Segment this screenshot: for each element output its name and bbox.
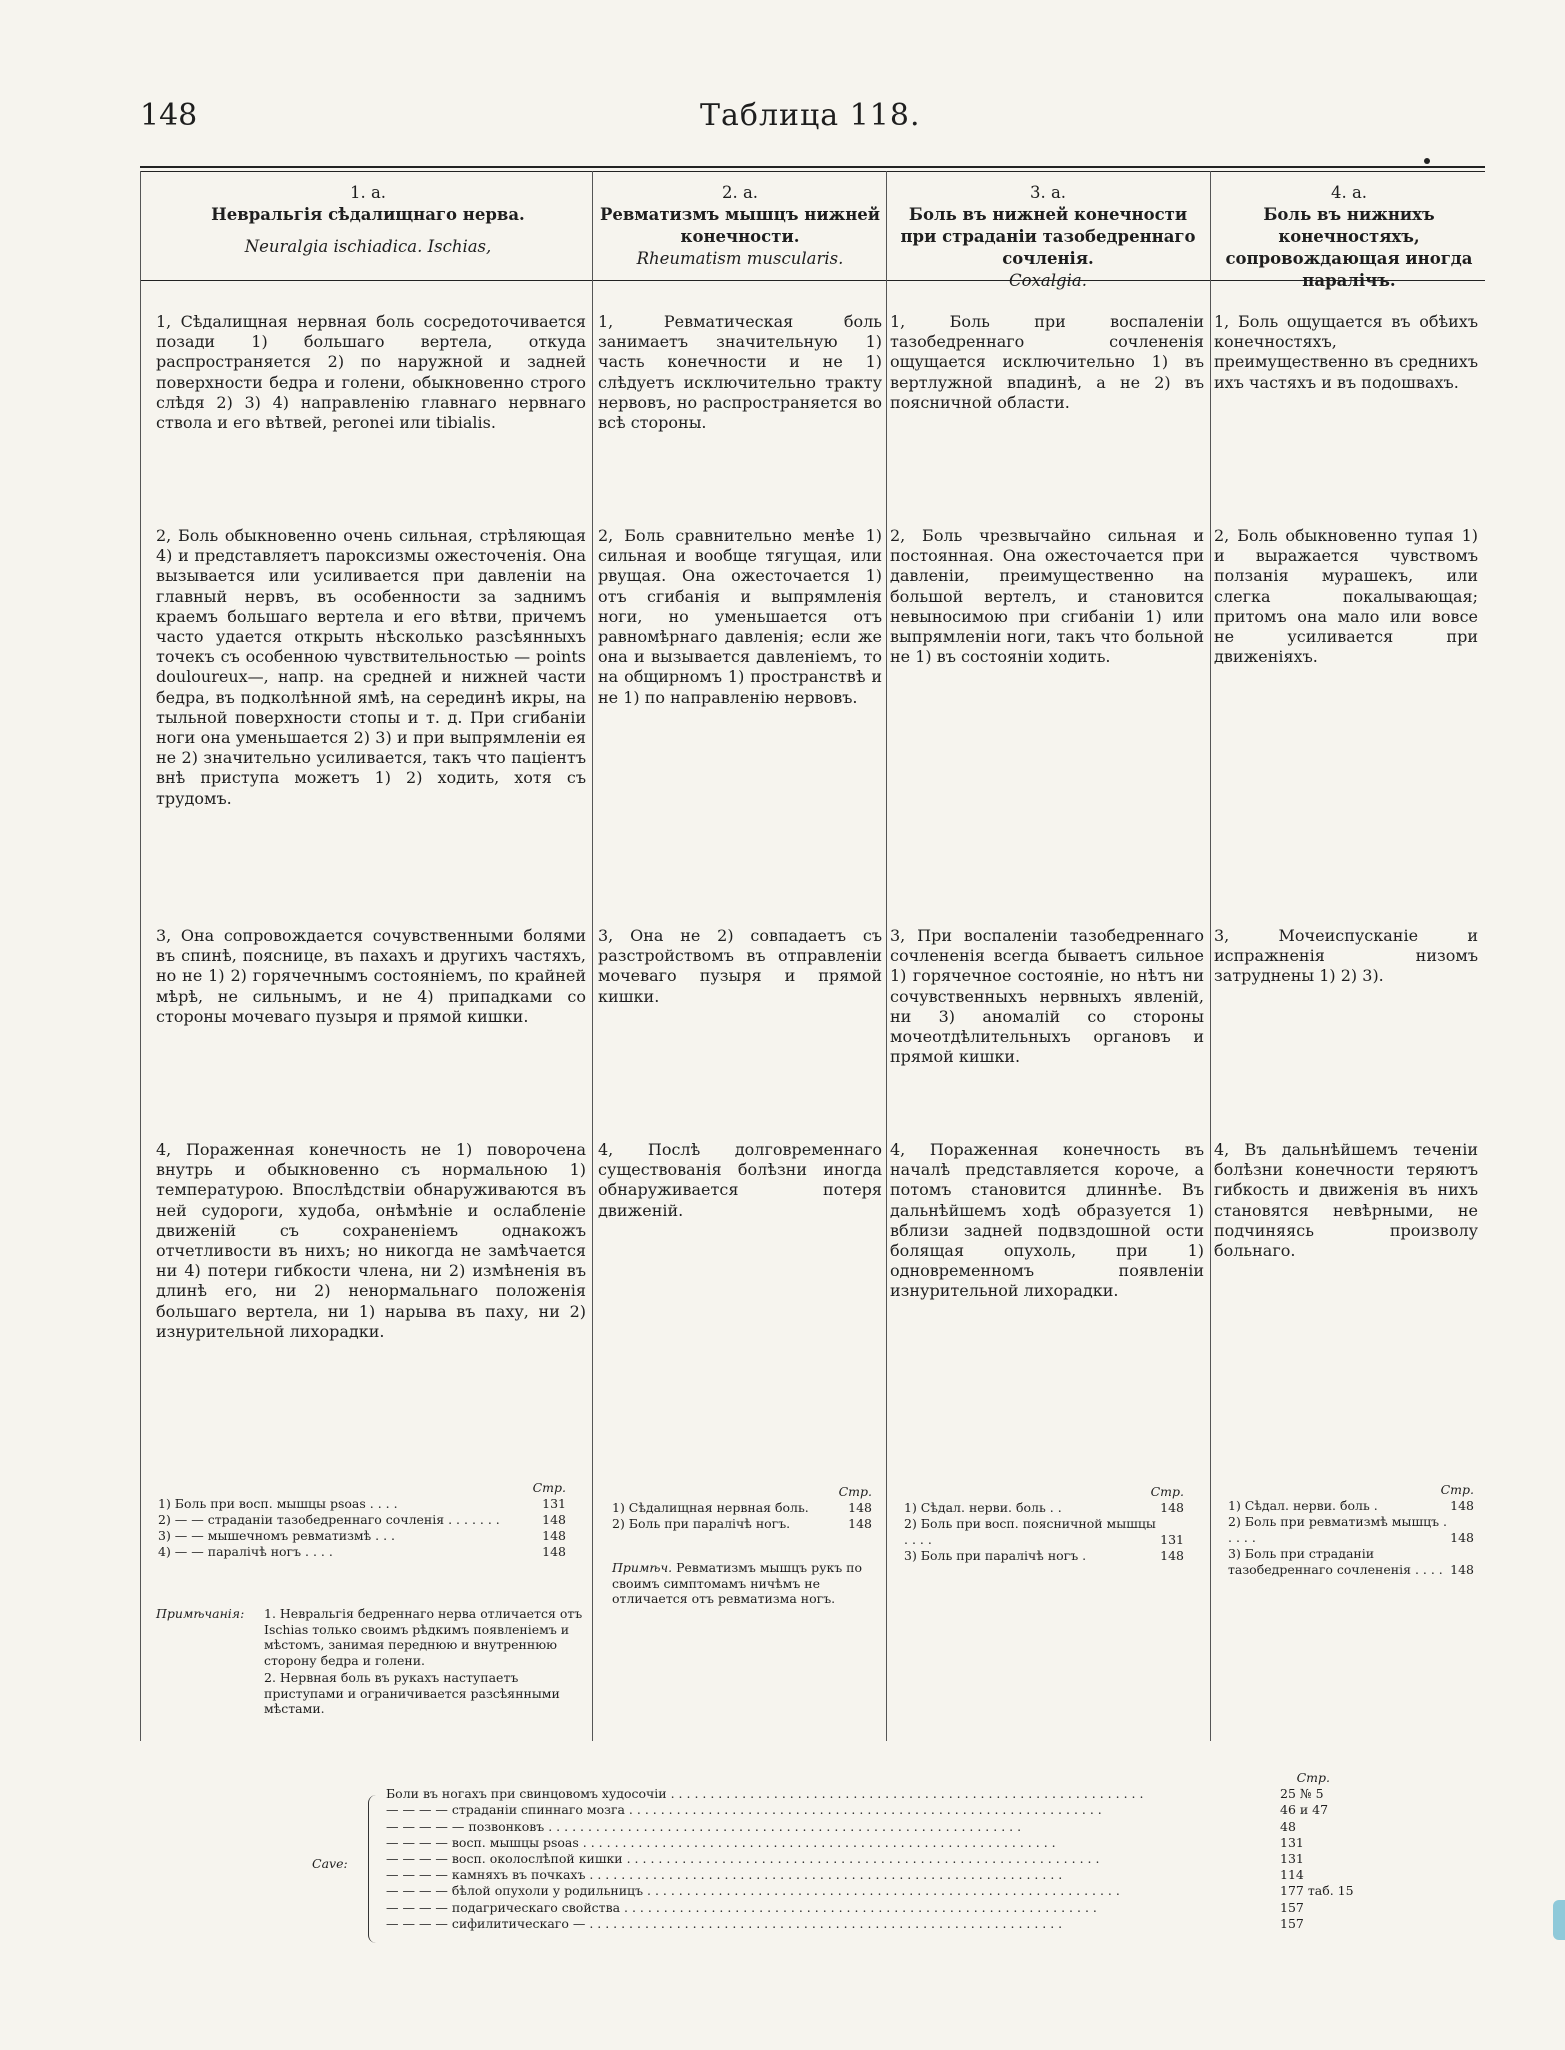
footnote-text: 2) Боль при паралічѣ ногъ. bbox=[612, 1516, 791, 1531]
table-cell: 1, Боль при воспаленіи тазобедреннаго сочлененія ощущается исключительно 1) въ вертлужной впадинѣ, а не 2) въ поясничной области. bbox=[890, 312, 1204, 412]
notes-label: Примѣчанія: bbox=[156, 1606, 245, 1621]
cave-text: — — — — восп. околослѣпой кишки . . . bbox=[386, 1851, 1280, 1867]
footnote-text: 2) Боль при ревматизмѣ мышцъ . . . . . bbox=[1228, 1514, 1448, 1545]
table-cell: 4, Пораженная конечность не 1) поворочена внутрь и обыкновенно съ нормальною 1) температурою. Впослѣдствіи обнаруживаются въ ней судороги, худоба, онѣмѣніе и ослабленіе движеній съ сохраненіемъ однакожъ отчетливости въ нихъ; но никогда не замѣчается ни 4) потери гибкости члена, ни 2) измѣненія въ длинѣ его, ни 2) ненормальнаго положенія большаго вертела, ни 1) нарыва въ паху, ни 2) изнурительной лихорадки. bbox=[156, 1140, 586, 1341]
column-number: 1. a. bbox=[349, 183, 387, 202]
column-title: Боль въ нижнихъ конечностяхъ, сопровождающая иногда паралічъ. bbox=[1225, 205, 1473, 290]
notes-block bbox=[612, 1560, 880, 1607]
footnote-header: Стр. bbox=[1440, 1482, 1474, 1497]
column-header bbox=[598, 182, 882, 270]
table-cell: 4, Въ дальнѣйшемъ теченіи болѣзни конечности теряютъ гибкость и движенія въ нихъ становятся невѣрными, не подчиняясь произволу больнаго. bbox=[1214, 1140, 1478, 1261]
table-cell: 3, Она сопровождается сочувственными болями въ спинѣ, пояснице, въ пахахъ и другихъ частяхъ, но не 1) 2) горячечнымъ состояніемъ, по крайней мѣрѣ, не сильнымъ, и не 4) припадками со стороны мочеваго пузыря и прямой кишки. bbox=[156, 926, 586, 1026]
cave-page: 131 bbox=[1280, 1851, 1304, 1867]
footnote-page: 131 bbox=[1160, 1532, 1184, 1547]
notes-block bbox=[156, 1606, 592, 1717]
table-cell: 2, Боль чрезвычайно сильная и постоянная. Она ожесточается при давленіи, преимущественно на большой вертелъ, и становится невыносимою при сгибаніи 1) или выпрямленіи ноги, такъ что больной не 1) въ состояніи ходить. bbox=[890, 526, 1204, 667]
cave-page: 157 bbox=[1280, 1899, 1304, 1915]
column-divider bbox=[1210, 171, 1211, 1741]
column-number: 2. a. bbox=[721, 183, 759, 202]
note-item: 1. Невральгія бедреннаго нерва отличается отъ Ischias только своимъ рѣдкимъ появленіемъ и мѣстомъ, занимая переднюю и внутреннюю сторону бедра и голени. bbox=[264, 1606, 583, 1668]
column-header bbox=[148, 182, 588, 258]
cave-list bbox=[310, 1770, 1370, 1932]
page-edge-mark bbox=[1553, 1900, 1565, 1940]
cave-label: Cave: bbox=[312, 1856, 348, 1871]
footnote-block bbox=[158, 1480, 566, 1560]
table-cell: 3, При воспаленіи тазобедреннаго сочлененія всегда бываетъ сильное 1) горячечное состояніе, но нѣтъ ни сочувственныхъ нервныхъ явленій, ни 3) аномалій со стороны мочеотдѣлительныхъ органовъ и прямой кишки. bbox=[890, 926, 1204, 1067]
footnote-text: 1) Сѣдал. нерви. боль . . bbox=[904, 1500, 1062, 1515]
table-top-rule-thin bbox=[140, 171, 1485, 172]
cave-text: — — — — страданіи спиннаго мозга . . . bbox=[386, 1802, 1280, 1818]
footnote-page: 148 bbox=[542, 1528, 566, 1543]
table-cell: 4, Пораженная конечность въ началѣ представляется короче, а потомъ становится длиннѣе. Въ дальнѣйшемъ ходѣ образуется 1) вблизи задней подвздошной ости болящая опухоль, при 1) одновременномъ появленіи изнурительной лихорадки. bbox=[890, 1140, 1204, 1301]
cave-page: 177 таб. 15 bbox=[1280, 1883, 1354, 1899]
column-divider bbox=[592, 171, 593, 1741]
cave-row bbox=[386, 1802, 1370, 1818]
footnote-text: 3) — — мышечномъ ревматизмѣ . . . bbox=[158, 1528, 395, 1543]
cave-text: — — — — камняхъ въ почкахъ . . . bbox=[386, 1867, 1280, 1883]
cave-text: Боли въ ногахъ при свинцовомъ худосочіи . . . bbox=[386, 1786, 1280, 1802]
cave-row bbox=[386, 1883, 1370, 1899]
footnote-text: 2) Боль при восп. поясничной мышцы . . . . bbox=[904, 1516, 1156, 1547]
footnote-page: 148 bbox=[1450, 1562, 1474, 1577]
footnote-text: 1) Боль при восп. мышцы psoas . . . . bbox=[158, 1496, 398, 1511]
footnote-page: 131 bbox=[542, 1496, 566, 1511]
footnote-page: 148 bbox=[848, 1500, 872, 1515]
table-cell: 1, Ревматическая боль занимаетъ значительную 1) часть конечности и не 1) слѣдуетъ исключительно тракту нервовъ, но распространяется во всѣ стороны. bbox=[598, 312, 882, 433]
footnote-page: 148 bbox=[542, 1544, 566, 1559]
table-cell: 3, Мочеиспусканіе и испражненія низомъ затруднены 1) 2) 3). bbox=[1214, 926, 1478, 986]
cave-text: — — — — восп. мышцы psoas . . . bbox=[386, 1835, 1280, 1851]
footnote-text: 1) Сѣдал. нерви. боль . bbox=[1228, 1498, 1378, 1513]
table-cell: 2, Боль обыкновенно тупая 1) и выражается чувствомъ ползанія мурашекъ, или слегка покалывающая; притомъ она мало или вовсе не усиливается при движеніяхъ. bbox=[1214, 526, 1478, 667]
table-cell: 1, Боль ощущается въ обѣихъ конечностяхъ, преимущественно въ среднихъ ихъ частяхъ и въ подошвахъ. bbox=[1214, 312, 1478, 392]
footnote-page: 148 bbox=[848, 1516, 872, 1531]
column-divider bbox=[140, 171, 141, 1741]
table-cell: 2, Боль обыкновенно очень сильная, стрѣляющая 4) и представляетъ пароксизмы ожесточенія. Она вызывается или усиливается при давленіи на главный нервъ, въ особенности за заднимъ краемъ большаго вертела и его вѣтви, причемъ часто удается открыть нѣсколько разсѣянныхъ точекъ съ особенною чувствительностью — points douloureux—, напр. на средней и нижней части бедра, въ подколѣнной ямѣ, на серединѣ икры, на тыльной поверхности стопы и т. д. При сгибаніи ноги она уменьшается 2) 3) и при выпрямленіи ея не 2) значительно усиливается, такъ что паціентъ внѣ приступа можетъ 1) 2) ходить, хотя съ трудомъ. bbox=[156, 526, 586, 808]
footnote-header: Стр. bbox=[838, 1484, 872, 1499]
column-latin: Rheumatism muscularis. bbox=[636, 249, 844, 268]
column-latin: Neuralgia ischiadica. Ischias, bbox=[244, 237, 492, 256]
table-cell: 4, Послѣ долговременнаго существованія болѣзни иногда обнаруживается потеря движеній. bbox=[598, 1140, 882, 1220]
cave-page: 46 и 47 bbox=[1280, 1802, 1329, 1818]
cave-row bbox=[386, 1819, 1370, 1835]
footnote-text: 2) — — страданіи тазобедреннаго сочленія . . . . . . . bbox=[158, 1512, 500, 1527]
footnote-block bbox=[1228, 1482, 1474, 1578]
footnote-header: Стр. bbox=[532, 1480, 566, 1495]
table-cell: 3, Она не 2) совпадаетъ съ разстройствомъ въ отправленіи мочеваго пузыря и прямой кишки. bbox=[598, 926, 882, 1006]
footnote-page: 148 bbox=[1160, 1548, 1184, 1563]
footnote-page: 148 bbox=[1450, 1498, 1474, 1513]
cave-row bbox=[386, 1867, 1370, 1883]
footnote-page: 148 bbox=[542, 1512, 566, 1527]
cave-row bbox=[386, 1835, 1370, 1851]
table-top-rule bbox=[140, 166, 1485, 168]
cave-row bbox=[386, 1900, 1370, 1916]
column-title: Боль въ нижней конечности при страданіи тазобедреннаго сочленія. bbox=[900, 205, 1196, 268]
table-cell: 1, Сѣдалищная нервная боль сосредоточивается позади 1) большаго вертела, откуда распространяется 2) по наружной и задней поверхности бедра и голени, обыкновенно строго слѣдя 2) 3) 4) направленію главнаго нервнаго ствола и его вѣтвей, peronei или tibialis. bbox=[156, 312, 586, 433]
notes-label: Примѣч. bbox=[612, 1560, 673, 1575]
footnote-text: 1) Сѣдалищная нервная боль. bbox=[612, 1500, 809, 1515]
note-item: 2. Нервная боль въ рукахъ наступаетъ приступами и ограничивается разсѣянными мѣстами. bbox=[264, 1670, 560, 1716]
cave-text: — — — — — позвонковъ . . . bbox=[386, 1819, 1280, 1835]
cave-page: 157 bbox=[1280, 1915, 1304, 1931]
footnote-page: 148 bbox=[1160, 1500, 1184, 1515]
cave-text: — — — — подагрическаго свойства . . . bbox=[386, 1900, 1280, 1916]
column-divider bbox=[886, 171, 887, 1741]
footnote-header: Стр. bbox=[1150, 1484, 1184, 1499]
cave-row bbox=[386, 1916, 1370, 1932]
footnote-block bbox=[612, 1484, 872, 1532]
footnote-text: 4) — — паралічѣ ногъ . . . . bbox=[158, 1544, 333, 1559]
cave-row bbox=[386, 1851, 1370, 1867]
column-header bbox=[892, 182, 1204, 292]
footnote-text: 3) Боль при паралічѣ ногъ . bbox=[904, 1548, 1087, 1563]
column-number: 3. a. bbox=[1029, 183, 1067, 202]
table-cell: 2, Боль сравнительно менѣе 1) сильная и вообще тягущая, или рвущая. Она ожесточается 1) отъ сгибанія и выпрямленія ноги, но уменьшается отъ равномѣрнаго давленія; если же она и вызывается давленіемъ, то на общирномъ 1) пространствѣ и не 1) по направленію нервовъ. bbox=[598, 526, 882, 707]
cave-page: 114 bbox=[1280, 1867, 1304, 1883]
column-title: Ревматизмъ мышцъ нижней конечности. bbox=[599, 205, 881, 246]
footnote-page: 148 bbox=[1450, 1530, 1474, 1545]
page-number: 148 bbox=[140, 98, 198, 133]
footnote-block bbox=[904, 1484, 1184, 1564]
column-number: 4. a. bbox=[1330, 183, 1368, 202]
cave-text: — — — — бѣлой опухоли у родильницъ . . . bbox=[386, 1883, 1280, 1899]
footnote-text: 3) Боль при страданіи тазобедреннаго сочлененія . . . . bbox=[1228, 1546, 1443, 1577]
column-latin: Coxalgia. bbox=[1009, 271, 1087, 290]
column-header bbox=[1216, 182, 1482, 292]
cave-header: Стр. bbox=[1296, 1770, 1330, 1785]
note-text: Ревматизмъ мышцъ рукъ по своимъ симптомамъ ничѣмъ не отличается отъ ревматизма ногъ. bbox=[612, 1560, 863, 1606]
cave-text: — — — — сифилитическаго — . . . bbox=[386, 1916, 1280, 1932]
page-title: Таблица 118. bbox=[700, 98, 921, 133]
dot-mark bbox=[1424, 158, 1430, 164]
cave-page: 25 № 5 bbox=[1280, 1786, 1324, 1802]
cave-row bbox=[386, 1786, 1370, 1802]
cave-page: 48 bbox=[1280, 1818, 1296, 1834]
cave-page: 131 bbox=[1280, 1834, 1304, 1850]
column-title: Невральгія сѣдалищнаго нерва. bbox=[211, 205, 525, 224]
